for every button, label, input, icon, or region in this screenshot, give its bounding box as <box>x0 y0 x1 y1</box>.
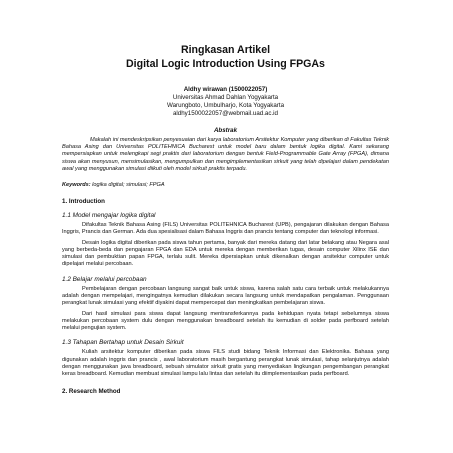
author-address: Warungboto, Umbulharjo, Kota Yogyakarta <box>166 101 285 109</box>
paragraph: Pembelajaran dengan percobaan langsung sangat baik untuk siswa, karena salah satu cara terbaik untuk melakukannya adalah dengan mempelajari, mengingatnya kemudian dilakukan secara langsung untuk mendapatkan pengalaman. Penggunaan perangkat lunak simulasi yang efektif diyakini dapat mempercepat dan meningkatkan pembelajaran siswa. <box>62 285 389 307</box>
keywords <box>62 182 389 188</box>
abstract-heading: Abstrak <box>213 126 238 134</box>
paragraph: Dari hasil simulasi para siswa dapat langsung mentransferkannya pada kehidupan nyata tetapi sebelumnya siswa melakukan percobaan system dulu dengan menggunakan breadboard setelah itu kemudian di solder pada perfboard setelah melalui pengujian system. <box>62 310 389 332</box>
author-affiliation: Universitas Ahmad Dahlan Yogyakarta <box>172 93 279 101</box>
subsection-heading-1-3: 1.3 Tahapan Bertahap untuk Desain Sirkuit <box>62 339 184 347</box>
paragraph: Kuliah arsitektur komputer diberikan pada siswa FILS studi bidang Teknik Informasi dan Elektronika. Bahasa yang digunakan adalah inggris dan prancis , awal laboratorium masih bergantung perangkat lunak simulasi, tahap selanjutnya adalah dengan menggunakan java breadboard, sebuah simulator sirkuit gratis yang menyediakan lingkungan pengembangan perangkat keras breadboard. Kemudian membuat simulasi lampu lalu lintas dan setelah itu diimplementasikan pada perfboard. <box>62 349 389 378</box>
abstract-text: Makalah ini mendeskripsikan penyesuaian dari karya laboratorium Arsitektur Komputer yang diberikan di Fakultas Teknik Bahasa Asing dan Universitas POLITEHNICA Bucharest untuk model baru dalam bentuk logika digital. Kami sekarang mempersiapkan untuk melengkapi segi praktis dari laboratorium dengan bentuk Field-Programmable Gate Array (FPGA), dimana siswa akan menyusun, mensimulasikan, mengumpulkan dan mengimplementasikan sirkuit yang telah dipelajari dalam pendekatan awal yang menggunakan simulasi diikuti oleh model sirkuit praktis terpadu. <box>62 136 389 172</box>
section-heading-introduction: 1. Introduction <box>62 198 105 206</box>
author-block <box>62 86 389 118</box>
author-email: aldhy1500022057@webmail.uad.ac.id <box>172 109 278 117</box>
section-heading-research-method: 2. Research Method <box>62 388 121 396</box>
keywords-label: Keywords: <box>62 182 91 189</box>
paragraph: Desain logika digital diberikan pada siswa tahun pertama, banyak dari mereka datang dari latar belakang atau Negara asal yang berbeda-beda dan pengajaran FPGA dan EDA untuk mereka dengan memberikan tugas, desain computer Xilinx ISE dan simulasi dan pembuktian papan FPGA, terlalu sulit. Mereka dipersiapkan untuk dikenalkan dengan arsitektur computer untuk dipelajari melalui percobaan. <box>62 239 389 268</box>
doc-title-line-2: Digital Logic Introduction Using FPGAs <box>126 57 325 70</box>
keywords-text: logika digital; simulasi; FPGA <box>92 182 165 189</box>
subsection-heading-1-1: 1.1 Model mengajar logika digital <box>62 212 156 220</box>
paragraph: Difakultas Teknik Bahasa Asing (FILS) Universitas POLITEHNICA Bucharest (UPB), pengajaran dilakukan dengan Bahasa Inggris, Prancis dan German. Ada dua spesialisasi dalam Bahasa Inggris dan prancis tentang computer dan teknologi informasi. <box>62 222 389 236</box>
title-block <box>62 0 389 72</box>
doc-title-line-1: Ringkasan Artikel <box>180 44 271 56</box>
author-name: Aldhy wirawan (1500022057) <box>183 85 268 93</box>
subsection-heading-1-2: 1.2 Belajar melalui percobaan <box>62 275 147 283</box>
